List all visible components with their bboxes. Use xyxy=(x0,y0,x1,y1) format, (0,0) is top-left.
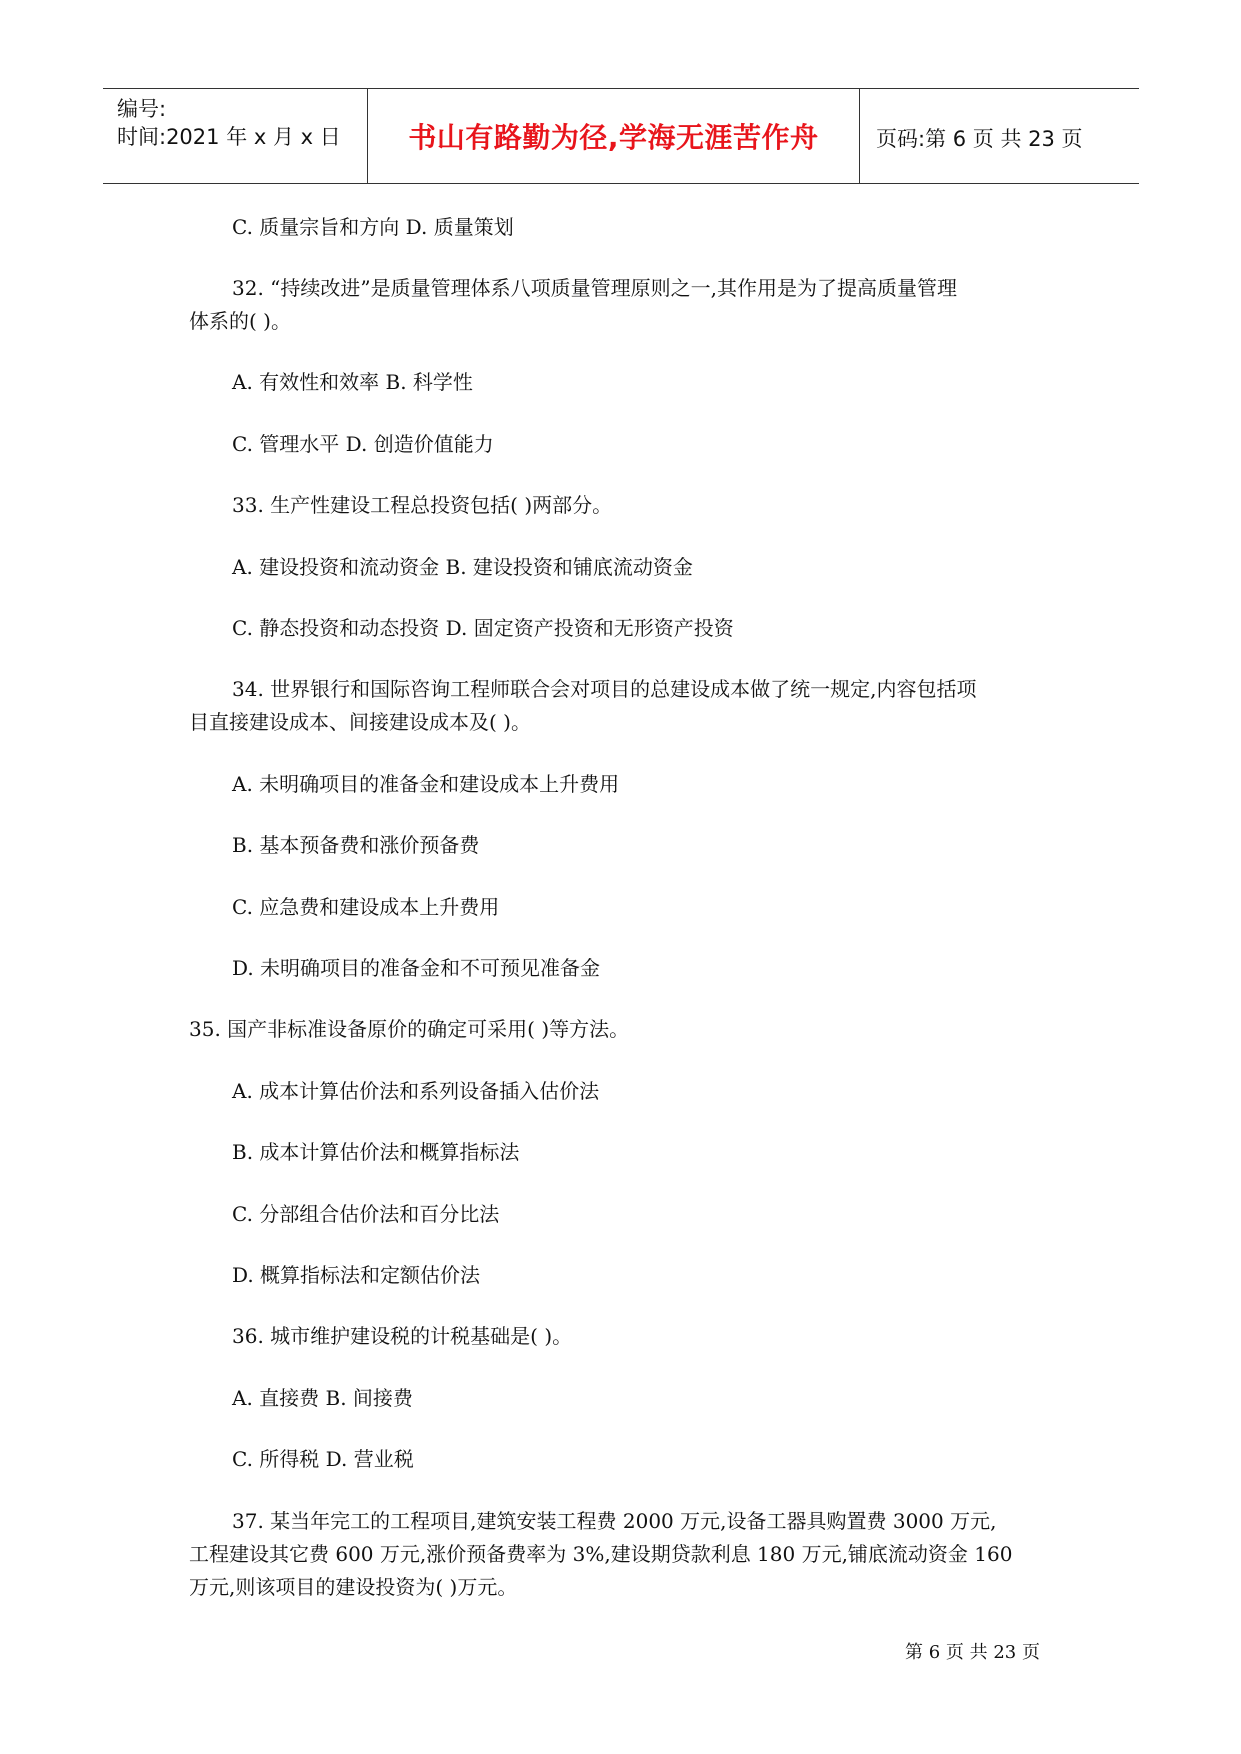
document-number-label: 编号: xyxy=(117,97,167,121)
question-34-option-d: D. 未明确项目的准备金和不可预见准备金 xyxy=(232,956,601,980)
document-header xyxy=(103,88,1139,184)
question-35-option-d: D. 概算指标法和定额估价法 xyxy=(232,1263,481,1287)
question-35-option-a: A. 成本计算估价法和系列设备插入估价法 xyxy=(232,1079,600,1103)
question-37-stem-cont: 工程建设其它费 600 万元,涨价预备费率为 3%,建设期贷款利息 180 万元,铺底流动资金 160 xyxy=(189,1542,1013,1566)
question-34-option-b: B. 基本预备费和涨价预备费 xyxy=(232,833,480,857)
question-32-option-ab: A. 有效性和效率 B. 科学性 xyxy=(232,370,473,394)
question-37-stem-cont: 万元,则该项目的建设投资为( )万元。 xyxy=(189,1575,518,1599)
header-page-cell xyxy=(860,89,1139,183)
question-34-stem-cont: 目直接建设成本、间接建设成本及( )。 xyxy=(189,710,531,734)
question-34-option-c: C. 应急费和建设成本上升费用 xyxy=(232,895,500,919)
question-32-stem-cont: 体系的( )。 xyxy=(189,309,291,333)
header-motto: 书山有路勤为径,学海无涯苦作舟 xyxy=(408,121,819,154)
question-35-stem: 35. 国产非标准设备原价的确定可采用( )等方法。 xyxy=(189,1017,630,1041)
question-37-stem: 37. 某当年完工的工程项目,建筑安装工程费 2000 万元,设备工器具购置费 3000 万元, xyxy=(232,1509,997,1533)
document-time-label: 时间:2021 年 x 月 x 日 xyxy=(117,125,341,149)
question-34-option-a: A. 未明确项目的准备金和建设成本上升费用 xyxy=(232,772,620,796)
question-34-stem: 34. 世界银行和国际咨询工程师联合会对项目的总建设成本做了统一规定,内容包括项 xyxy=(232,677,977,701)
page-footer: 第 6 页 共 23 页 xyxy=(905,1642,1040,1663)
question-32-stem: 32. “持续改进”是质量管理体系八项质量管理原则之一,其作用是为了提高质量管理 xyxy=(232,276,957,300)
question-36-stem: 36. 城市维护建设税的计税基础是( )。 xyxy=(232,1324,573,1348)
header-meta-cell xyxy=(103,89,367,183)
header-motto-cell xyxy=(367,89,860,183)
question-35-option-b: B. 成本计算估价法和概算指标法 xyxy=(232,1140,520,1164)
question-32-option-cd: C. 管理水平 D. 创造价值能力 xyxy=(232,432,494,456)
question-36-option-cd: C. 所得税 D. 营业税 xyxy=(232,1447,414,1471)
question-33-option-cd: C. 静态投资和动态投资 D. 固定资产投资和无形资产投资 xyxy=(232,616,734,640)
question-33-stem: 33. 生产性建设工程总投资包括( )两部分。 xyxy=(232,493,613,517)
question-33-option-ab: A. 建设投资和流动资金 B. 建设投资和铺底流动资金 xyxy=(232,555,693,579)
header-page-number: 页码:第 6 页 共 23 页 xyxy=(876,127,1083,151)
question-35-option-c: C. 分部组合估价法和百分比法 xyxy=(232,1202,500,1226)
question-option-line: C. 质量宗旨和方向 D. 质量策划 xyxy=(232,215,514,239)
question-36-option-ab: A. 直接费 B. 间接费 xyxy=(232,1386,413,1410)
